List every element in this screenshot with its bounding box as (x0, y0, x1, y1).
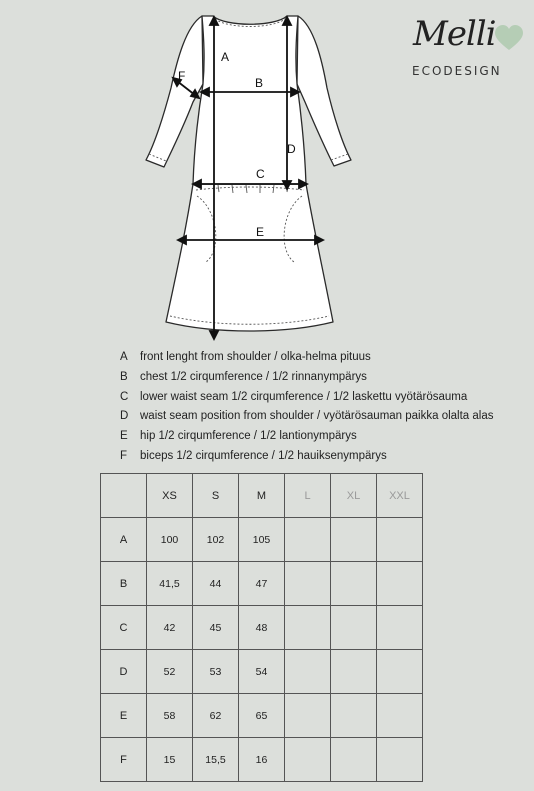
legend-key: E (120, 430, 128, 443)
table-cell: 53 (193, 650, 239, 694)
table-cell (377, 606, 423, 650)
label-c: C (256, 167, 265, 181)
table-header-row (101, 474, 423, 518)
table-cell: 102 (193, 518, 239, 562)
table-cell: 54 (239, 650, 285, 694)
header-size: XS (147, 474, 193, 518)
bodice (193, 16, 306, 184)
table-cell: 105 (239, 518, 285, 562)
table-cell (331, 606, 377, 650)
table-cell (331, 518, 377, 562)
header-size: XXL (377, 474, 423, 518)
table-row (101, 694, 423, 738)
legend-key: B (120, 370, 128, 383)
label-d: D (287, 142, 296, 156)
table-cell: 15 (147, 738, 193, 782)
table-cell (377, 518, 423, 562)
legend-text: waist seam position from shoulder / vyötärösauman paikka olalta alas (140, 410, 494, 423)
table-cell (331, 694, 377, 738)
table-cell: 65 (239, 694, 285, 738)
table-cell: 52 (147, 650, 193, 694)
table-row (101, 606, 423, 650)
heart-icon (494, 25, 524, 51)
table-row (101, 562, 423, 606)
header-size: M (239, 474, 285, 518)
size-table (100, 473, 423, 782)
row-label: A (101, 518, 147, 562)
header-size: XL (331, 474, 377, 518)
legend-key: D (120, 410, 129, 423)
row-label: B (101, 562, 147, 606)
table-cell: 16 (239, 738, 285, 782)
table-cell (331, 650, 377, 694)
table-cell (331, 562, 377, 606)
legend-text: biceps 1/2 cirqumference / 1/2 hauiksenympärys (140, 449, 387, 462)
table-cell (331, 738, 377, 782)
row-label: E (101, 694, 147, 738)
legend-text: hip 1/2 cirqumference / 1/2 lantionympärys (140, 430, 357, 443)
table-cell: 58 (147, 694, 193, 738)
header-size: S (193, 474, 239, 518)
legend-key: F (120, 449, 128, 462)
right-sleeve (297, 16, 351, 166)
table-cell: 41,5 (147, 562, 193, 606)
legend-text: chest 1/2 cirqumference / 1/2 rinnanympärys (140, 370, 367, 383)
table-cell: 15,5 (193, 738, 239, 782)
legend-item (120, 368, 493, 388)
label-e: E (256, 225, 265, 239)
legend-item (120, 427, 493, 447)
logo-tagline: ECODESIGN (412, 64, 502, 78)
legend-item (120, 388, 493, 408)
table-cell (285, 694, 331, 738)
legend-key: C (120, 390, 129, 403)
table-cell: 62 (193, 694, 239, 738)
table-cell (285, 518, 331, 562)
legend-item (120, 348, 493, 368)
legend-text: lower waist seam 1/2 cirqumference / 1/2 laskettu vyötärösauma (140, 390, 468, 403)
table-row (101, 738, 423, 782)
table-row (101, 650, 423, 694)
table-cell (377, 562, 423, 606)
table-cell (377, 650, 423, 694)
logo-wordmark: Melli (413, 14, 496, 54)
row-label: D (101, 650, 147, 694)
table-cell (285, 738, 331, 782)
legend-item (120, 407, 493, 427)
header-corner (101, 474, 147, 518)
table-cell: 47 (239, 562, 285, 606)
table-cell: 42 (147, 606, 193, 650)
label-a: A (221, 50, 230, 64)
label-b: B (255, 76, 264, 90)
table-cell (285, 650, 331, 694)
table-cell: 45 (193, 606, 239, 650)
legend-text: front lenght from shoulder / olka-helma pituus (140, 351, 371, 363)
table-cell (377, 694, 423, 738)
row-label: C (101, 606, 147, 650)
legend-item (120, 447, 493, 467)
label-f: F (178, 69, 186, 83)
table-cell (377, 738, 423, 782)
table-cell: 48 (239, 606, 285, 650)
measurement-legend (120, 348, 493, 467)
table-cell (285, 606, 331, 650)
table-cell (285, 562, 331, 606)
header-size: L (285, 474, 331, 518)
table-row (101, 518, 423, 562)
skirt (166, 184, 333, 331)
row-label: F (101, 738, 147, 782)
table-cell: 100 (147, 518, 193, 562)
legend-key: A (120, 351, 128, 363)
table-cell: 44 (193, 562, 239, 606)
